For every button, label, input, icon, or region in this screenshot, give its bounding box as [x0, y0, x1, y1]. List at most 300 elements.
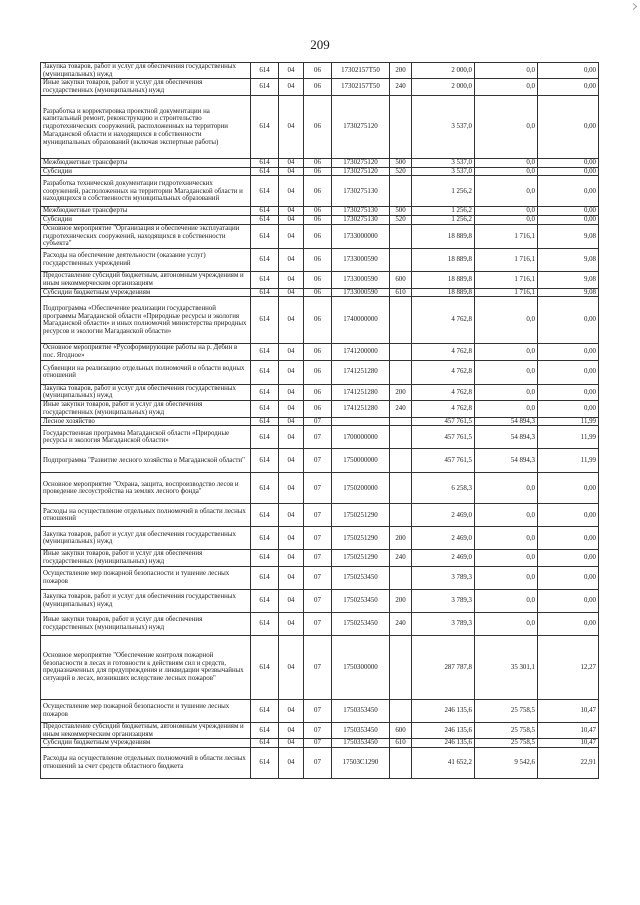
row-percent: 0,00	[538, 63, 599, 79]
row-actual-sum: 0,0	[475, 79, 538, 95]
table-row	[41, 722, 599, 738]
row-percent: 11,99	[538, 449, 599, 473]
row-target-article: 1750353450	[332, 699, 390, 722]
row-expense-type	[390, 473, 412, 504]
row-expense-type	[390, 360, 412, 384]
budget-table	[40, 62, 599, 779]
row-actual-sum: 0,0	[475, 360, 538, 384]
row-target-article: 1700000000	[332, 426, 390, 449]
row-target-article: 17302157Т50	[332, 79, 390, 95]
row-plan-sum: 457 761,5	[412, 426, 475, 449]
row-subsection: 06	[304, 167, 332, 176]
row-expense-type: 520	[390, 216, 412, 225]
row-actual-sum: 0,0	[475, 207, 538, 216]
row-expense-type	[390, 249, 412, 272]
row-name: Закупка товаров, работ и услуг для обеспечения государственных (муниципальных) нужд	[41, 63, 251, 79]
row-actual-sum: 0,0	[475, 63, 538, 79]
row-actual-sum: 1 716,1	[475, 249, 538, 272]
row-subsection: 06	[304, 272, 332, 288]
row-expense-type	[390, 426, 412, 449]
row-target-article: 1750253450	[332, 612, 390, 635]
table-row	[41, 473, 599, 504]
table-row	[41, 426, 599, 449]
row-section: 04	[279, 635, 304, 699]
row-subsection: 06	[304, 401, 332, 417]
row-section: 04	[279, 699, 304, 722]
row-subsection: 07	[304, 612, 332, 635]
row-admin-code: 614	[251, 612, 279, 635]
row-expense-type	[390, 417, 412, 426]
row-expense-type: 500	[390, 158, 412, 167]
row-actual-sum: 35 301,1	[475, 635, 538, 699]
table-row	[41, 527, 599, 550]
table-row	[41, 401, 599, 417]
row-target-article: 1741200000	[332, 344, 390, 360]
row-actual-sum: 25 758,5	[475, 722, 538, 738]
row-percent: 9,08	[538, 249, 599, 272]
table-row	[41, 384, 599, 400]
table-row	[41, 417, 599, 426]
row-expense-type: 200	[390, 63, 412, 79]
row-admin-code: 614	[251, 635, 279, 699]
row-name: Субсидии бюджетным учреждениям	[41, 288, 251, 297]
row-target-article: 1750000000	[332, 449, 390, 473]
row-target-article: 1730275130	[332, 176, 390, 207]
row-percent: 0,00	[538, 344, 599, 360]
row-target-article: 1741251280	[332, 401, 390, 417]
row-name: Основное мероприятие "Охрана, защита, воспроизводство лесов и проведение лесоустройства на землях лесного фонда"	[41, 473, 251, 504]
row-plan-sum: 6 258,3	[412, 473, 475, 504]
row-name: Субсидии	[41, 216, 251, 225]
row-section: 04	[279, 216, 304, 225]
row-admin-code: 614	[251, 566, 279, 589]
row-expense-type	[390, 297, 412, 344]
row-actual-sum: 0,0	[475, 167, 538, 176]
row-plan-sum: 4 762,8	[412, 401, 475, 417]
row-section: 04	[279, 384, 304, 400]
row-subsection: 06	[304, 384, 332, 400]
row-percent: 0,00	[538, 504, 599, 527]
row-target-article: 1750253450	[332, 589, 390, 612]
table-row	[41, 216, 599, 225]
page-number: 209	[310, 37, 330, 52]
row-percent: 9,08	[538, 288, 599, 297]
table-row	[41, 297, 599, 344]
row-actual-sum: 1 716,1	[475, 272, 538, 288]
row-percent: 0,00	[538, 297, 599, 344]
row-section: 04	[279, 79, 304, 95]
row-name: Основное мероприятие "Организация и обеспечение эксплуатации гидротехнических сооружений, находящихся в собственности субъекта"	[41, 224, 251, 248]
row-name: Расходы на обеспечение деятельности (оказание услуг) государственных учреждений	[41, 249, 251, 272]
row-name: Закупка товаров, работ и услуг для обеспечения государственных (муниципальных) нужд	[41, 589, 251, 612]
row-admin-code: 614	[251, 79, 279, 95]
row-plan-sum: 18 889,8	[412, 224, 475, 248]
row-actual-sum: 0,0	[475, 216, 538, 225]
row-percent: 9,08	[538, 224, 599, 248]
row-name: Подпрограмма «Обеспечение реализации государственной программы Магаданской области «Природные ресурсы и экология Магаданской области» и иных полномочий министерства природных ресурсов и экологии Магаданской области»	[41, 297, 251, 344]
row-actual-sum: 9 542,6	[475, 748, 538, 779]
row-admin-code: 614	[251, 176, 279, 207]
row-plan-sum: 287 787,8	[412, 635, 475, 699]
row-admin-code: 614	[251, 95, 279, 158]
row-expense-type: 240	[390, 79, 412, 95]
row-section: 04	[279, 417, 304, 426]
row-admin-code: 614	[251, 158, 279, 167]
budget-table-body	[41, 63, 599, 779]
table-row	[41, 504, 599, 527]
row-actual-sum: 25 758,5	[475, 699, 538, 722]
row-section: 04	[279, 360, 304, 384]
table-row	[41, 589, 599, 612]
row-section: 04	[279, 272, 304, 288]
table-row	[41, 272, 599, 288]
row-admin-code: 614	[251, 748, 279, 779]
row-section: 04	[279, 426, 304, 449]
row-expense-type: 200	[390, 527, 412, 550]
row-subsection: 07	[304, 449, 332, 473]
row-section: 04	[279, 722, 304, 738]
row-actual-sum: 0,0	[475, 297, 538, 344]
row-actual-sum: 54 894,3	[475, 417, 538, 426]
row-section: 04	[279, 504, 304, 527]
row-subsection: 07	[304, 589, 332, 612]
row-section: 04	[279, 176, 304, 207]
row-plan-sum: 3 537,0	[412, 158, 475, 167]
row-percent: 0,00	[538, 612, 599, 635]
row-subsection: 06	[304, 95, 332, 158]
row-subsection: 06	[304, 360, 332, 384]
row-admin-code: 614	[251, 207, 279, 216]
row-subsection: 06	[304, 79, 332, 95]
row-name: Расходы на осуществление отдельных полномочий в области лесных отношений	[41, 504, 251, 527]
row-expense-type	[390, 748, 412, 779]
row-admin-code: 614	[251, 739, 279, 748]
row-actual-sum: 0,0	[475, 473, 538, 504]
row-subsection: 07	[304, 417, 332, 426]
row-subsection: 07	[304, 748, 332, 779]
table-row	[41, 207, 599, 216]
row-actual-sum: 0,0	[475, 504, 538, 527]
table-row	[41, 344, 599, 360]
table-row	[41, 566, 599, 589]
row-target-article: 1750300000	[332, 635, 390, 699]
row-admin-code: 614	[251, 699, 279, 722]
row-plan-sum: 18 889,8	[412, 272, 475, 288]
row-name: Подпрограмма "Развитие лесного хозяйства в Магаданской области"	[41, 449, 251, 473]
row-name: Осуществление мер пожарной безопасности и тушение лесных пожаров	[41, 566, 251, 589]
table-row	[41, 158, 599, 167]
row-target-article: 1750200000	[332, 473, 390, 504]
row-percent: 11,99	[538, 426, 599, 449]
corner-mark	[630, 3, 637, 10]
row-admin-code: 614	[251, 527, 279, 550]
row-plan-sum: 246 135,6	[412, 699, 475, 722]
row-name: Государственная программа Магаданской области «Природные ресурсы и экология Магаданской области»	[41, 426, 251, 449]
row-admin-code: 614	[251, 288, 279, 297]
row-plan-sum: 3 789,3	[412, 589, 475, 612]
row-target-article: 1733000000	[332, 224, 390, 248]
row-expense-type: 240	[390, 612, 412, 635]
row-percent: 0,00	[538, 527, 599, 550]
row-section: 04	[279, 473, 304, 504]
row-subsection: 07	[304, 635, 332, 699]
row-subsection: 06	[304, 207, 332, 216]
row-expense-type: 600	[390, 722, 412, 738]
row-expense-type	[390, 176, 412, 207]
row-target-article: 1730275130	[332, 207, 390, 216]
row-percent: 0,00	[538, 589, 599, 612]
row-section: 04	[279, 589, 304, 612]
row-percent: 10,47	[538, 699, 599, 722]
row-subsection: 07	[304, 504, 332, 527]
row-actual-sum: 0,0	[475, 344, 538, 360]
row-section: 04	[279, 550, 304, 566]
row-expense-type: 610	[390, 739, 412, 748]
row-plan-sum: 4 762,8	[412, 344, 475, 360]
row-actual-sum: 25 758,5	[475, 739, 538, 748]
row-admin-code: 614	[251, 344, 279, 360]
row-name: Иные закупки товаров, работ и услуг для обеспечения государственных (муниципальных) нужд	[41, 79, 251, 95]
row-percent: 0,00	[538, 158, 599, 167]
row-section: 04	[279, 527, 304, 550]
row-percent: 10,47	[538, 739, 599, 748]
row-expense-type: 600	[390, 272, 412, 288]
row-actual-sum: 0,0	[475, 612, 538, 635]
table-row	[41, 360, 599, 384]
row-expense-type: 200	[390, 384, 412, 400]
row-subsection: 07	[304, 739, 332, 748]
row-plan-sum: 3 537,0	[412, 95, 475, 158]
table-row	[41, 635, 599, 699]
row-expense-type: 240	[390, 401, 412, 417]
row-section: 04	[279, 449, 304, 473]
row-section: 04	[279, 288, 304, 297]
row-target-article: 1730275120	[332, 158, 390, 167]
row-actual-sum: 0,0	[475, 95, 538, 158]
row-admin-code: 614	[251, 272, 279, 288]
row-section: 04	[279, 297, 304, 344]
row-percent: 11,99	[538, 417, 599, 426]
row-name: Иные закупки товаров, работ и услуг для обеспечения государственных (муниципальных) нужд	[41, 550, 251, 566]
row-expense-type	[390, 95, 412, 158]
row-target-article: 1730275120	[332, 167, 390, 176]
row-admin-code: 614	[251, 589, 279, 612]
row-name: Разработка и корректировка проектной документации на капитальный ремонт, реконструкцию и строительство гидротехнических сооружений, расположенных на территории Магаданской области и находящихся в собственности муниципальных образований (включая экспертные работы)	[41, 95, 251, 158]
row-target-article: 1733000590	[332, 288, 390, 297]
row-name: Осуществление мер пожарной безопасности и тушение лесных пожаров	[41, 699, 251, 722]
row-actual-sum: 0,0	[475, 550, 538, 566]
row-name: Закупка товаров, работ и услуг для обеспечения государственных (муниципальных) нужд	[41, 527, 251, 550]
row-name: Лесное хозяйство	[41, 417, 251, 426]
row-actual-sum: 54 894,3	[475, 426, 538, 449]
row-section: 04	[279, 739, 304, 748]
row-actual-sum: 1 716,1	[475, 288, 538, 297]
row-section: 04	[279, 224, 304, 248]
row-target-article: 1741251280	[332, 384, 390, 400]
row-name: Основное мероприятие «Русоформирующие работы на р. Дебин в пос. Ягодное»	[41, 344, 251, 360]
row-percent: 0,00	[538, 401, 599, 417]
row-percent: 12,27	[538, 635, 599, 699]
row-admin-code: 614	[251, 550, 279, 566]
row-plan-sum: 1 256,2	[412, 176, 475, 207]
row-percent: 0,00	[538, 207, 599, 216]
row-plan-sum: 2 469,0	[412, 504, 475, 527]
row-percent: 0,00	[538, 176, 599, 207]
row-percent: 0,00	[538, 566, 599, 589]
row-target-article: 1750251290	[332, 504, 390, 527]
row-percent: 10,47	[538, 722, 599, 738]
row-subsection: 06	[304, 249, 332, 272]
row-plan-sum: 246 135,6	[412, 722, 475, 738]
row-expense-type	[390, 566, 412, 589]
row-subsection: 06	[304, 158, 332, 167]
row-subsection: 06	[304, 63, 332, 79]
row-subsection: 06	[304, 224, 332, 248]
table-row	[41, 739, 599, 748]
row-actual-sum: 0,0	[475, 566, 538, 589]
row-admin-code: 614	[251, 167, 279, 176]
row-percent: 0,00	[538, 79, 599, 95]
row-subsection: 07	[304, 722, 332, 738]
row-expense-type	[390, 224, 412, 248]
row-target-article: 1750251290	[332, 550, 390, 566]
row-plan-sum: 2 469,0	[412, 527, 475, 550]
row-percent: 0,00	[538, 216, 599, 225]
row-percent: 22,91	[538, 748, 599, 779]
row-section: 04	[279, 344, 304, 360]
row-section: 04	[279, 63, 304, 79]
table-row	[41, 699, 599, 722]
row-expense-type: 520	[390, 167, 412, 176]
row-subsection: 06	[304, 216, 332, 225]
row-name: Основное мероприятие "Обеспечение контроля пожарной безопасности в лесах и готовности к действиям сил и средств, предназначенных для предупреждения и ликвидации чрезвычайных ситуаций в лесах, возникших вследствие лесных пожаров"	[41, 635, 251, 699]
row-plan-sum: 1 256,2	[412, 216, 475, 225]
row-actual-sum: 0,0	[475, 176, 538, 207]
row-actual-sum: 0,0	[475, 589, 538, 612]
row-target-article: 1733000590	[332, 249, 390, 272]
row-percent: 0,00	[538, 167, 599, 176]
row-target-article: 17302157Т50	[332, 63, 390, 79]
row-expense-type	[390, 504, 412, 527]
row-percent: 0,00	[538, 384, 599, 400]
row-section: 04	[279, 95, 304, 158]
table-row	[41, 224, 599, 248]
table-row	[41, 550, 599, 566]
row-plan-sum: 457 761,5	[412, 449, 475, 473]
row-target-article: 1750251290	[332, 527, 390, 550]
row-admin-code: 614	[251, 297, 279, 344]
row-plan-sum: 4 762,8	[412, 360, 475, 384]
row-name: Предоставление субсидий бюджетным, автономным учреждениям и иным некоммерческим организациям	[41, 722, 251, 738]
row-expense-type	[390, 344, 412, 360]
table-row	[41, 612, 599, 635]
row-target-article: 17503С1290	[332, 748, 390, 779]
row-section: 04	[279, 167, 304, 176]
row-percent: 0,00	[538, 550, 599, 566]
row-subsection: 07	[304, 566, 332, 589]
row-admin-code: 614	[251, 249, 279, 272]
row-name: Субсидии бюджетным учреждениям	[41, 739, 251, 748]
row-admin-code: 614	[251, 417, 279, 426]
row-name: Межбюджетные трансферты	[41, 207, 251, 216]
row-target-article	[332, 417, 390, 426]
table-row	[41, 249, 599, 272]
row-name: Межбюджетные трансферты	[41, 158, 251, 167]
row-name: Закупка товаров, работ и услуг для обеспечения государственных (муниципальных) нужд	[41, 384, 251, 400]
row-admin-code: 614	[251, 360, 279, 384]
row-plan-sum: 4 762,8	[412, 297, 475, 344]
row-plan-sum: 1 256,2	[412, 207, 475, 216]
row-name: Предоставление субсидий бюджетным, автономным учреждениям и иным некоммерческим организациям	[41, 272, 251, 288]
table-row	[41, 176, 599, 207]
row-expense-type	[390, 635, 412, 699]
row-target-article: 1741251280	[332, 360, 390, 384]
row-admin-code: 614	[251, 504, 279, 527]
row-actual-sum: 0,0	[475, 158, 538, 167]
row-actual-sum: 0,0	[475, 527, 538, 550]
row-plan-sum: 246 135,6	[412, 739, 475, 748]
row-section: 04	[279, 748, 304, 779]
table-row	[41, 79, 599, 95]
row-admin-code: 614	[251, 722, 279, 738]
row-plan-sum: 18 889,8	[412, 249, 475, 272]
table-row	[41, 449, 599, 473]
row-actual-sum: 54 894,3	[475, 449, 538, 473]
row-plan-sum: 41 652,2	[412, 748, 475, 779]
row-name: Разработка технической документации гидротехнических сооружений, расположенных на территории Магаданской области и находящихся в собственности муниципальных образований	[41, 176, 251, 207]
row-section: 04	[279, 612, 304, 635]
row-expense-type: 240	[390, 550, 412, 566]
row-admin-code: 614	[251, 449, 279, 473]
row-admin-code: 614	[251, 216, 279, 225]
row-admin-code: 614	[251, 63, 279, 79]
row-admin-code: 614	[251, 401, 279, 417]
row-subsection: 07	[304, 550, 332, 566]
row-section: 04	[279, 158, 304, 167]
row-name: Субсидии	[41, 167, 251, 176]
row-actual-sum: 1 716,1	[475, 224, 538, 248]
row-plan-sum: 18 889,8	[412, 288, 475, 297]
row-admin-code: 614	[251, 426, 279, 449]
row-target-article: 1750253450	[332, 566, 390, 589]
row-plan-sum: 457 761,5	[412, 417, 475, 426]
table-row	[41, 95, 599, 158]
row-name: Расходы на осуществление отдельных полномочий в области лесных отношений за счет средств областного бюджета	[41, 748, 251, 779]
row-percent: 9,08	[538, 272, 599, 288]
row-subsection: 06	[304, 288, 332, 297]
table-row	[41, 167, 599, 176]
table-row	[41, 748, 599, 779]
table-row	[41, 288, 599, 297]
row-subsection: 06	[304, 344, 332, 360]
row-plan-sum: 4 762,8	[412, 384, 475, 400]
table-row	[41, 63, 599, 79]
row-target-article: 1750353450	[332, 722, 390, 738]
row-percent: 0,00	[538, 473, 599, 504]
row-admin-code: 614	[251, 473, 279, 504]
row-admin-code: 614	[251, 384, 279, 400]
row-subsection: 07	[304, 527, 332, 550]
row-name: Субвенции на реализацию отдельных полномочий в области водных отношений	[41, 360, 251, 384]
row-percent: 0,00	[538, 95, 599, 158]
row-section: 04	[279, 401, 304, 417]
row-expense-type: 610	[390, 288, 412, 297]
row-target-article: 1730275120	[332, 95, 390, 158]
row-plan-sum: 2 469,0	[412, 550, 475, 566]
row-subsection: 06	[304, 176, 332, 207]
row-target-article: 1750353450	[332, 739, 390, 748]
row-admin-code: 614	[251, 224, 279, 248]
